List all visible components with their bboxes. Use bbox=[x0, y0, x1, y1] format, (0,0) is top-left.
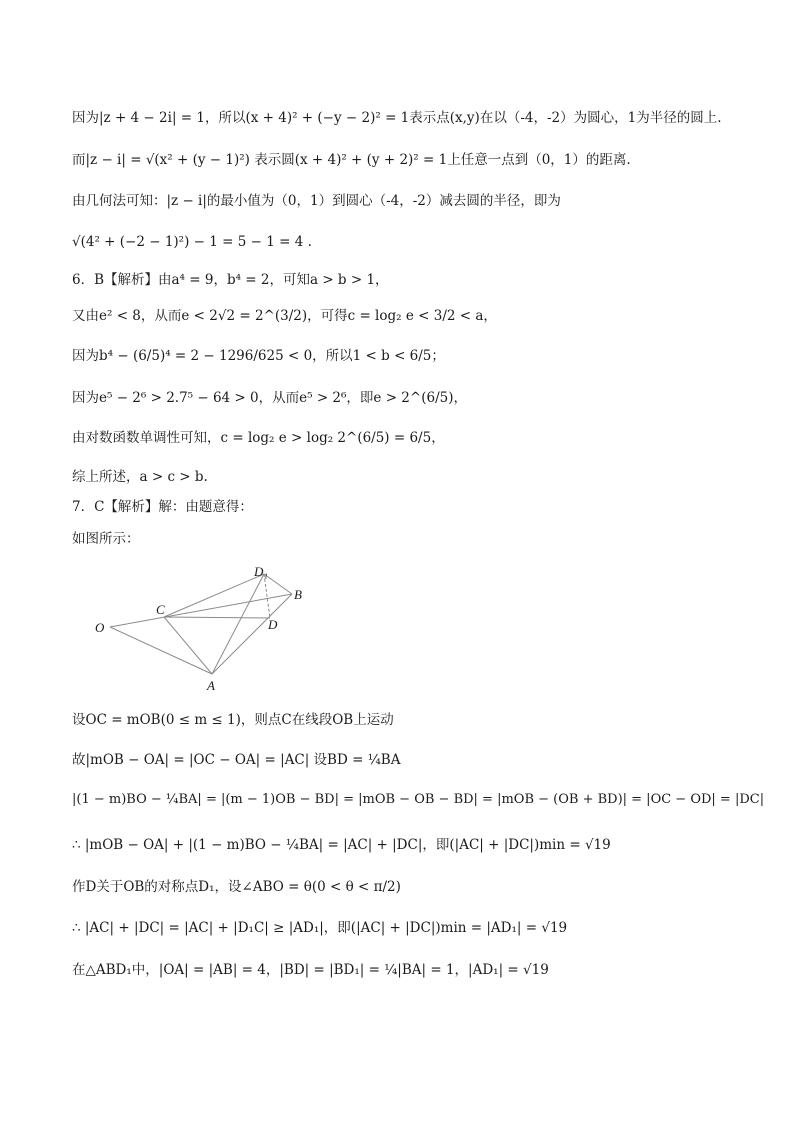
label-O: O bbox=[95, 620, 105, 635]
label-D1: D₁ bbox=[254, 564, 268, 579]
text-line-8: 因为e⁵ − 2⁶ > 2.7⁵ − 64 > 0，从而e⁵ > 2⁶，即e > 2^(6/5)， bbox=[72, 390, 467, 406]
label-D: D bbox=[268, 617, 278, 632]
text-line-4: √(4² + (−2 − 1)²) − 1 = 5 − 1 = 4 . bbox=[72, 234, 312, 250]
label-B: B bbox=[294, 587, 302, 602]
label-C: C bbox=[156, 602, 165, 617]
text-line-19: 在△ABD₁中，|OA| = |AB| = 4，|BD| = |BD₁| = ¼|BA| = 1，|AD₁| = √19 bbox=[72, 962, 549, 978]
text-line-18: ∴ |AC| + |DC| = |AC| + |D₁C| ≥ |AD₁|，即(|AC| + |DC|)min = |AD₁| = √19 bbox=[72, 920, 568, 936]
text-line-5: 6．B【解析】由a⁴ = 9，b⁴ = 2，可知a > b > 1， bbox=[72, 272, 389, 288]
segment-D1D-dashed bbox=[264, 574, 270, 618]
text-line-1: 因为|z + 4 − 2i| = 1，所以(x + 4)² + (−y − 2)² = 1表示点(x,y)在以（-4，-2）为圆心，1为半径的圆上. bbox=[72, 110, 722, 126]
text-line-14: 故|mOB − OA| = |OC − OA| = |AC| 设BD = ¼BA bbox=[72, 752, 401, 768]
segment-CD bbox=[164, 617, 270, 618]
text-line-6: 又由e² < 8，从而e < 2√2 = 2^(3/2)，可得c = log₂ e < 3/2 < a， bbox=[72, 308, 497, 324]
segment-AD1 bbox=[212, 574, 264, 674]
label-A: A bbox=[207, 678, 215, 693]
geometry-figure bbox=[92, 562, 322, 697]
text-line-7: 因为b⁴ − (6/5)⁴ = 2 − 1296/625 < 0，所以1 < b < 6/5； bbox=[72, 348, 445, 364]
text-line-15: |(1 − m)BO − ¼BA| = |(m − 1)OB − BD| = |mOB − OB − BD| = |mOB − (OB + BD)| = |OC − OD| = |DC| bbox=[72, 792, 765, 807]
text-line-2: 而|z − i| = √(x² + (y − 1)²) 表示圆(x + 4)² + (y + 2)² = 1上任意一点到（0，1）的距离. bbox=[72, 152, 631, 168]
segment-D1B bbox=[264, 574, 292, 594]
segment-CD1 bbox=[164, 574, 264, 617]
text-line-3: 由几何法可知：|z − i|的最小值为（0，1）到圆心（-4，-2）减去圆的半径，即为 bbox=[72, 193, 561, 209]
text-line-10: 综上所述，a > c > b. bbox=[72, 469, 208, 485]
text-line-11: 7．C【解析】解：由题意得： bbox=[72, 499, 253, 515]
text-line-13: 设OC = mOB(0 ≤ m ≤ 1)，则点C在线段OB上运动 bbox=[72, 712, 394, 728]
text-line-17: 作D关于OB的对称点D₁，设∠ABO = θ(0 < θ < π/2) bbox=[72, 879, 401, 895]
segment-CA bbox=[164, 617, 212, 674]
text-line-12: 如图所示： bbox=[72, 531, 140, 547]
segment-OB bbox=[110, 594, 292, 627]
text-line-9: 由对数函数单调性可知，c = log₂ e > log₂ 2^(6/5) = 6/5， bbox=[72, 430, 445, 446]
text-line-16: ∴ |mOB − OA| + |(1 − m)BO − ¼BA| = |AC| + |DC|，即(|AC| + |DC|)min = √19 bbox=[72, 837, 611, 853]
segment-OA bbox=[110, 627, 212, 674]
